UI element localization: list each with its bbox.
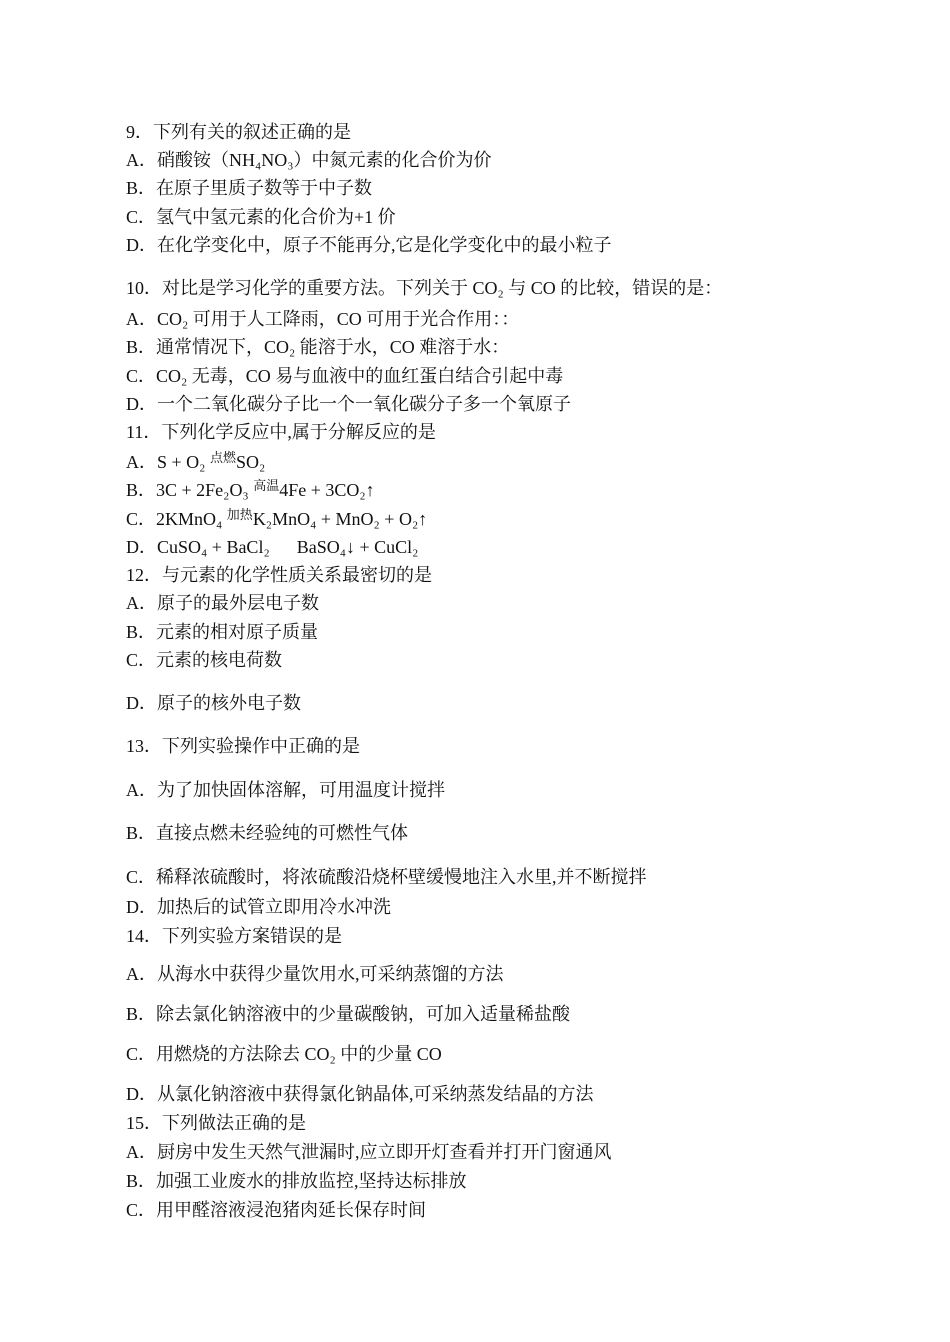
reaction-condition: 高温 xyxy=(253,478,280,493)
question-10-option-a: A．CO₂ 可用于人工降雨，CO 可用于光合作用：： xyxy=(126,309,520,329)
question-10-option-d: D．一个二氧化碳分子比一个一氧化碳分子多一个氧原子 xyxy=(126,394,571,414)
question-11-option-a xyxy=(126,450,265,476)
question-10-option-c: C．CO₂ 无毒，CO 易与血液中的血红蛋白结合引起中毒 xyxy=(126,366,564,386)
question-13-option-d: D．加热后的试管立即用冷水冲洗 xyxy=(126,897,391,917)
question-9-option-a: A．硝酸铵（NH₄NO₃）中氮元素的化合价为价 xyxy=(126,150,492,170)
question-10-option-b: B．通常情况下，CO₂ 能溶于水，CO 难溶于水： xyxy=(126,337,510,357)
reaction-reactants: A．S + O₂ xyxy=(126,452,210,472)
question-9-option-b: B．在原子里质子数等于中子数 xyxy=(126,178,373,198)
question-12-option-d: D．原子的核外电子数 xyxy=(126,693,301,713)
question-15-option-b: B．加强工业废水的排放监控,坚持达标排放 xyxy=(126,1171,467,1191)
reaction-condition: 加热 xyxy=(226,507,253,522)
question-12-option-b: B．元素的相对原子质量 xyxy=(126,622,319,642)
question-9-stem: 9．下列有关的叙述正确的是 xyxy=(126,122,351,142)
question-13-option-b: B．直接点燃未经验纯的可燃性气体 xyxy=(126,823,409,843)
question-12-stem: 12．与元素的化学性质关系最密切的是 xyxy=(126,565,432,585)
question-13-option-a: A．为了加快固体溶解，可用温度计搅拌 xyxy=(126,780,445,800)
reaction-products: BaSO₄↓ + CuCl₂ xyxy=(274,537,419,557)
question-14-option-a: A．从海水中获得少量饮用水,可采纳蒸馏的方法 xyxy=(126,964,504,984)
reaction-arrow xyxy=(253,478,279,504)
reaction-arrow xyxy=(210,450,236,476)
question-10-stem: 10．对比是学习化学的重要方法。下列关于 CO₂ 与 CO 的比较，错误的是： xyxy=(126,278,723,298)
question-11-option-b xyxy=(126,478,375,504)
question-13-stem: 13．下列实验操作中正确的是 xyxy=(126,736,360,756)
question-14-option-b: B．除去氯化钠溶液中的少量碳酸钠，可加入适量稀盐酸 xyxy=(126,1004,571,1024)
question-12-option-a: A．原子的最外层电子数 xyxy=(126,593,319,613)
question-15-option-a: A．厨房中发生天然气泄漏时,应立即开灯查看并打开门窗通风 xyxy=(126,1142,612,1162)
reaction-reactants: C．2KMnO₄ xyxy=(126,509,227,529)
question-11-stem: 11．下列化学反应中,属于分解反应的是 xyxy=(126,422,436,442)
question-14-option-d: D．从氯化钠溶液中获得氯化钠晶体,可采纳蒸发结晶的方法 xyxy=(126,1084,594,1104)
reaction-products: K₂MnO₄ + MnO₂ + O₂↑ xyxy=(252,509,428,529)
question-11-option-d xyxy=(126,535,418,559)
question-9-option-c: C．氢气中氢元素的化合价为+1 价 xyxy=(126,207,396,227)
question-15-option-c: C．用甲醛溶液浸泡猪肉延长保存时间 xyxy=(126,1200,427,1220)
question-11-option-c xyxy=(126,507,427,533)
question-12-option-c: C．元素的核电荷数 xyxy=(126,650,283,670)
question-14-stem: 14．下列实验方案错误的是 xyxy=(126,926,342,946)
question-15-stem: 15．下列做法正确的是 xyxy=(126,1113,306,1133)
reaction-reactants: D．CuSO₄ + BaCl₂ xyxy=(126,537,275,557)
reaction-products: SO₂ xyxy=(235,452,266,472)
question-14-option-c: C．用燃烧的方法除去 CO₂ 中的少量 CO xyxy=(126,1044,442,1064)
question-9-option-d: D．在化学变化中，原子不能再分,它是化学变化中的最小粒子 xyxy=(126,235,612,255)
reaction-condition: 点燃 xyxy=(209,450,236,465)
reaction-arrow xyxy=(227,507,253,533)
question-13-option-c: C．稀释浓硫酸时，将浓硫酸沿烧杯壁缓慢地注入水里,并不断搅拌 xyxy=(126,867,647,887)
reaction-products: 4Fe + 3CO₂↑ xyxy=(279,480,375,500)
reaction-reactants: B．3C + 2Fe₂O₃ xyxy=(126,480,254,500)
